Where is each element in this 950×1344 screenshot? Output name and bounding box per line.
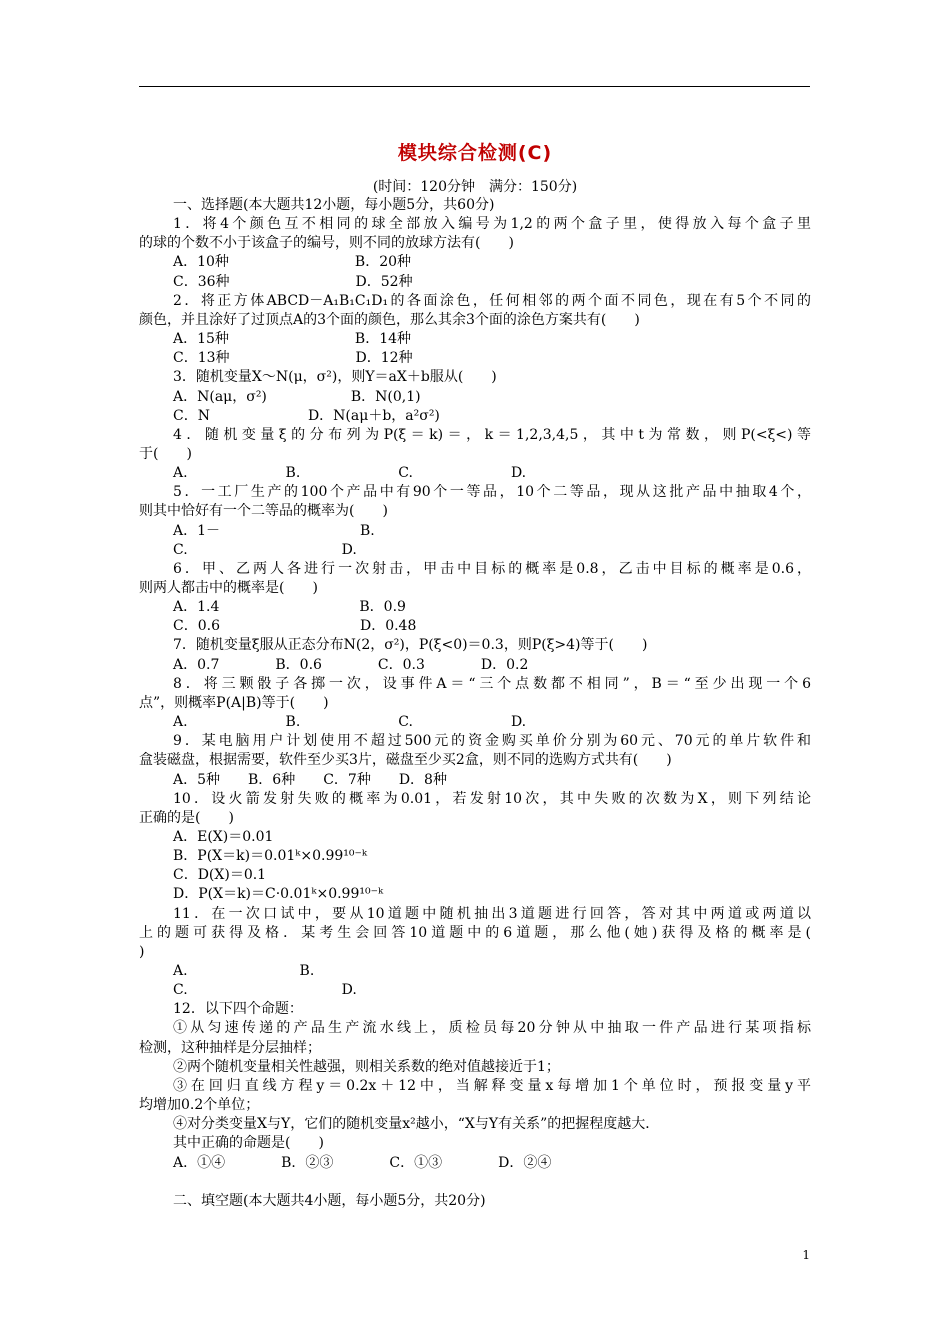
text-line bbox=[173, 1173, 811, 1192]
text-line: 上的题可获得及格．某考生会回答10道题中的6道题，那么他(她)获得及格的概率是( bbox=[139, 924, 811, 941]
text-line: 则其中恰好有一个二等品的概率为( ) bbox=[139, 503, 388, 520]
text-line: 盒装磁盘，根据需要，软件至少买3片，磁盘至少买2盒，则不同的选购方式共有( ) bbox=[139, 752, 672, 769]
text-line: A．0.7 B．0.6 C．0.3 D．0.2 bbox=[173, 656, 529, 673]
text-line: 1．将4个颜色互不相同的球全部放入编号为1,2的两个盒子里，使得放入每个盒子里 bbox=[173, 216, 811, 233]
text-line: C．D(X)＝0.1 bbox=[173, 867, 267, 884]
text-line: A. B. bbox=[173, 963, 315, 979]
text-line: 11．在一次口试中，要从10道题中随机抽出3道题进行回答，答对其中两道或两道以 bbox=[173, 905, 811, 922]
text-line: 5．一工厂生产的100个产品中有90个一等品，10个二等品，现从这批产品中抽取4个， bbox=[173, 484, 811, 501]
text-line: A．E(X)＝0.01 bbox=[173, 828, 274, 845]
exam-info: (时间：120分钟 满分：150分) bbox=[372, 179, 578, 195]
text-line: 8．将三颗骰子各掷一次，设事件A＝“三个点数都不相同”，B＝“至少出现一个6 bbox=[173, 675, 811, 692]
page-number: 1 bbox=[802, 1248, 810, 1262]
text-line: 4．随机变量ξ的分布列为P(ξ＝k)＝，k＝1,2,3,4,5，其中t为常数，则P(<ξ<)等 bbox=[173, 426, 811, 443]
text-line: 一、选择题(本大题共12小题，每小题5分，共60分) bbox=[173, 197, 495, 213]
header-rule bbox=[139, 86, 810, 87]
text-line: 其中正确的命题是( ) bbox=[173, 1135, 324, 1152]
text-line: ①从匀速传递的产品生产流水线上，质检员每20分钟从中抽取一件产品进行某项指标 bbox=[173, 1020, 811, 1037]
text-line: A．1－ B. bbox=[173, 522, 375, 539]
text-line: ②两个随机变量相关性越强，则相关系数的绝对值越接近于1； bbox=[173, 1058, 560, 1075]
text-line: C．0.6 D．0.48 bbox=[173, 618, 417, 635]
text-line: 9．某电脑用户计划使用不超过500元的资金购买单价分别为60元、70元的单片软件和 bbox=[173, 733, 811, 750]
text-line: A．5种 B．6种 C．7种 D．8种 bbox=[173, 771, 447, 788]
text-line: 于( ) bbox=[139, 445, 192, 462]
text-line: A．15种 B．14种 bbox=[173, 331, 412, 348]
text-line: 二、填空题(本大题共4小题，每小题5分，共20分) bbox=[173, 1192, 486, 1209]
text-line: 颜色，并且涂好了过顶点A的3个面的颜色，那么其余3个面的涂色方案共有( ) bbox=[139, 311, 640, 328]
text-line: 7．随机变量ξ服从正态分布N(2，σ²)，P(ξ<0)＝0.3，则P(ξ>4)等于( ) bbox=[173, 637, 648, 654]
text-line: B．P(X＝k)＝0.01ᵏ×0.99¹⁰⁻ᵏ bbox=[173, 848, 367, 865]
text-line: A．①④ B．②③ C．①③ D．②④ bbox=[173, 1154, 552, 1171]
text-line: 均增加0.2个单位； bbox=[139, 1097, 260, 1114]
page-title: 模块综合检测(C) bbox=[397, 142, 553, 164]
text-line: 3．随机变量X～N(μ，σ²)，则Y＝aX＋b服从( ) bbox=[173, 369, 497, 386]
text-line: 2．将正方体ABCD－A₁B₁C₁D₁的各面涂色，任何相邻的两个面不同色，现在有5个不同的 bbox=[173, 292, 811, 309]
text-line: C．13种 D．12种 bbox=[173, 350, 413, 367]
text-line: 6．甲、乙两人各进行一次射击，甲击中目标的概率是0.8，乙击中目标的概率是0.6， bbox=[173, 560, 811, 577]
text-line: D．P(X＝k)＝C·0.01ᵏ×0.99¹⁰⁻ᵏ bbox=[173, 886, 384, 903]
text-line: A．1.4 B．0.9 bbox=[173, 599, 406, 616]
text-line: ) bbox=[139, 943, 145, 960]
text-line: 12．以下四个命题： bbox=[173, 1001, 303, 1018]
text-line: 则两人都击中的概率是( ) bbox=[139, 580, 318, 596]
text-line: A. B. C. D. bbox=[173, 465, 527, 482]
text-line: A．N(aμ，σ²) B．N(0,1) bbox=[173, 388, 421, 405]
text-line: 10．设火箭发射失败的概率为0.01，若发射10次，其中失败的次数为X，则下列结论 bbox=[173, 790, 811, 807]
text-line: C. D. bbox=[173, 982, 357, 999]
text-line: C. D. bbox=[173, 541, 357, 558]
text-line: C．N D．N(aμ＋b，a²σ²) bbox=[173, 407, 440, 424]
text-line: 的球的个数不小于该盒子的编号，则不同的放球方法有( ) bbox=[139, 235, 514, 252]
text-line: 检测，这种抽样是分层抽样； bbox=[139, 1039, 321, 1056]
text-line: A. B. C. D. bbox=[173, 714, 527, 731]
text-line: ④对分类变量X与Y，它们的随机变量x²越小，“X与Y有关系”的把握程度越大． bbox=[173, 1116, 660, 1133]
text-line: 点”，则概率P(A|B)等于( ) bbox=[139, 694, 329, 711]
text-line: ③在回归直线方程y＝0.2x＋12中，当解释变量x每增加1个单位时，预报变量y平 bbox=[173, 1077, 811, 1094]
text-line: A．10种 B．20种 bbox=[173, 254, 412, 271]
text-line: C．36种 D．52种 bbox=[173, 273, 413, 290]
text-line: 正确的是( ) bbox=[139, 809, 234, 826]
